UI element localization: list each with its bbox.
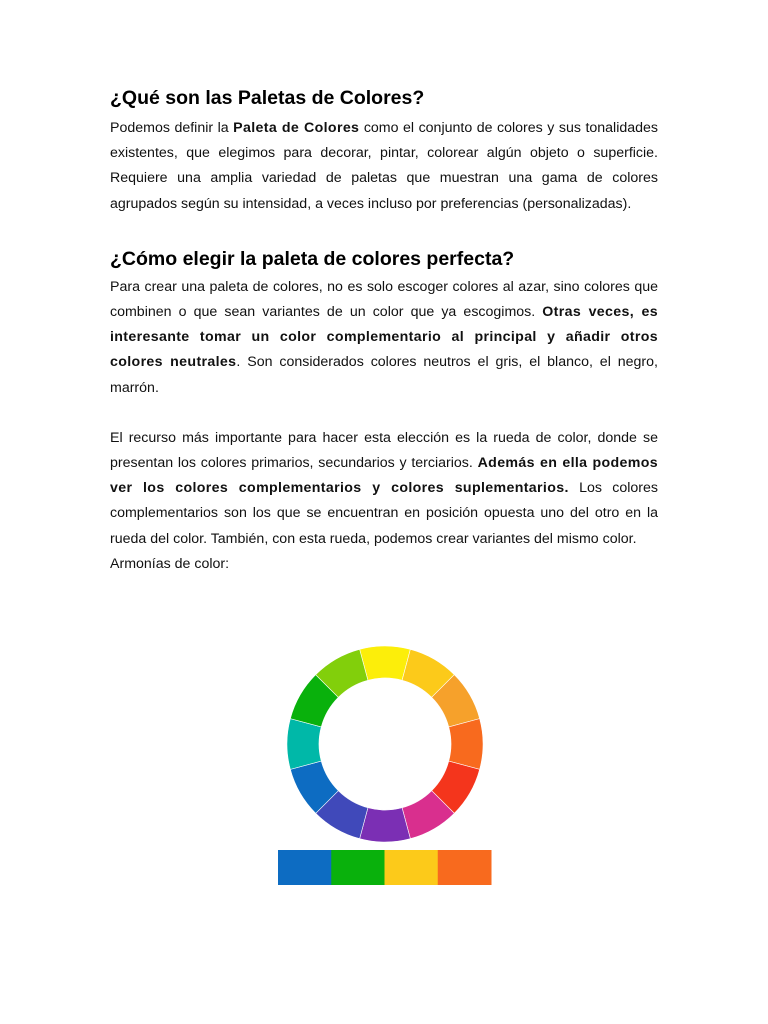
color-swatch	[278, 850, 332, 885]
text-run: . Son considerados colores neutros el gris, el blanco, el negro, marrón.	[110, 354, 658, 396]
wheel-segment	[290, 761, 338, 813]
text-run: Para crear una paleta de colores, no es solo escoger colores al azar, sino colores que combinen o que sean variantes de un color que ya escogimos.	[110, 278, 658, 321]
wheel-segment	[449, 719, 483, 770]
wheel-segment	[402, 791, 454, 839]
section-2-paragraph-2	[110, 426, 658, 552]
color-swatch	[438, 850, 492, 885]
wheel-segment	[290, 675, 338, 727]
text-run: Los colores complementarios son los que se encuentran en posición opuesta uno del otro en la rueda del color. También, con esta rueda, podemos crear variantes del mismo color.	[110, 480, 658, 547]
wheel-segment	[360, 646, 411, 680]
color-swatch	[331, 850, 385, 885]
color-swatch-strip	[278, 850, 492, 885]
section-1-title: ¿Qué son las Paletas de Colores?	[110, 87, 425, 109]
bold-phrase: Otras veces, es interesante tomar un color complementario al principal y añadir otros colores neutrales	[110, 304, 658, 371]
wheel-segment	[432, 761, 480, 813]
wheel-segment	[287, 719, 321, 770]
text-run: como el conjunto de colores y sus tonalidades existentes, que elegimos para decorar, pintar, colorear algún objeto o superficie. Requiere una amplia variedad de paletas que muestran una gama de colores agrupados según su intensidad, a veces incluso por preferencias (personalizadas).	[110, 120, 659, 212]
color-swatch	[385, 850, 439, 885]
harmonies-label: Armonías de color:	[110, 555, 230, 572]
bold-phrase: Además en ella podemos ver los colores complementarios y colores suplementarios.	[110, 455, 658, 497]
wheel-segment	[316, 791, 368, 839]
section-1-paragraph	[110, 116, 658, 217]
wheel-segment	[402, 649, 454, 697]
bold-term: Paleta de Colores	[233, 120, 360, 136]
paragraph-gap	[110, 401, 658, 426]
document-page	[110, 84, 658, 577]
text-run: Podemos definir la	[110, 120, 234, 136]
wheel-segment	[360, 808, 411, 842]
section-2-title: ¿Cómo elegir la paleta de colores perfecta?	[110, 247, 515, 270]
wheel-segment	[316, 649, 368, 697]
text-run: El recurso más importante para hacer esta elección es la rueda de color, donde se presentan los colores primarios, secundarios y terciarios.	[110, 429, 658, 472]
section-2-paragraph-1	[110, 275, 658, 401]
color-wheel	[287, 646, 483, 842]
wheel-segment	[432, 675, 480, 727]
